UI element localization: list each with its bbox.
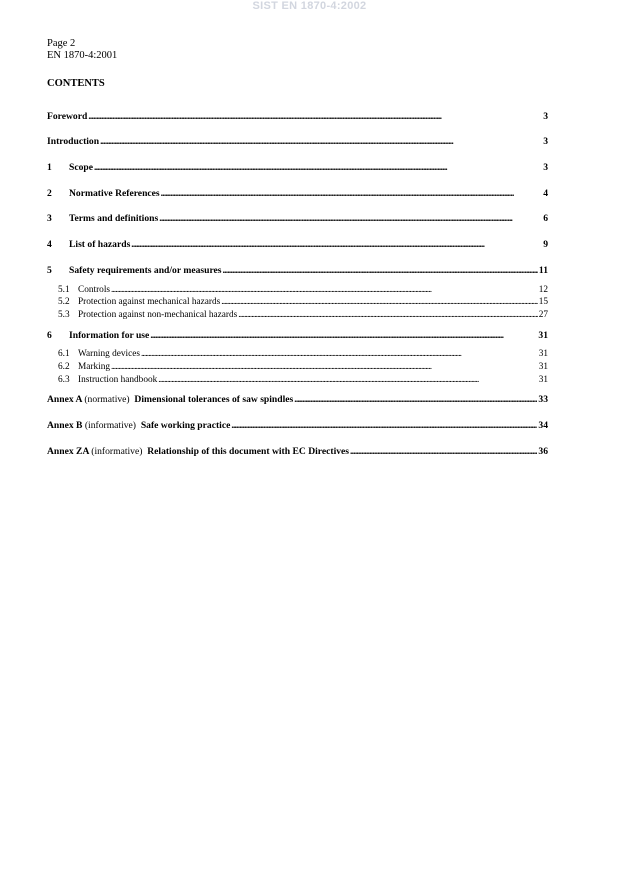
dot-leader: [223, 265, 538, 277]
toc-page-number: 9: [543, 239, 548, 250]
toc-page-number: 6: [543, 213, 548, 224]
toc-section-number: 5.1: [58, 285, 70, 295]
toc-entry-introduction[interactable]: [47, 136, 548, 148]
toc-page-number: 3: [543, 162, 548, 173]
dot-leader: [141, 348, 538, 360]
page-header: [47, 38, 117, 62]
toc-page-number: 34: [538, 420, 548, 431]
dot-leader: [238, 309, 537, 321]
page-label: Page 2: [47, 38, 76, 49]
toc-entry-title: Controls: [78, 285, 111, 295]
dot-leader: [221, 296, 537, 308]
toc-entry-title: List of hazards: [69, 239, 131, 250]
toc-entry-instruction-handbook[interactable]: [58, 374, 548, 386]
document-id: EN 1870-4:2001: [47, 50, 118, 61]
annex-type: (informative): [84, 420, 137, 431]
toc-entry-non-mechanical-hazards[interactable]: [58, 309, 548, 321]
toc-entry-annex-a[interactable]: [47, 394, 548, 406]
toc-entry-title: [47, 446, 349, 458]
toc-entry-normative-references[interactable]: [47, 188, 548, 200]
dot-leader: [150, 330, 537, 342]
toc-entry-annex-b[interactable]: [47, 420, 548, 432]
toc-section-number: 5.3: [58, 310, 70, 320]
dot-leader: [159, 213, 539, 225]
toc-entry-scope[interactable]: [47, 162, 548, 174]
toc-page-number: 31: [538, 349, 548, 359]
toc-section-number: 6.1: [58, 349, 70, 359]
toc-entry-controls[interactable]: [58, 284, 548, 296]
toc-page-number: 11: [538, 265, 548, 276]
dot-leader: [100, 136, 539, 148]
contents-title: CONTENTS: [47, 78, 105, 89]
toc-entry-safety-requirements[interactable]: [47, 265, 548, 277]
toc-entry-foreword[interactable]: [47, 111, 548, 123]
toc-page-number: 31: [538, 362, 548, 372]
toc-entry-title: Warning devices: [78, 349, 140, 359]
watermark: SIST EN 1870-4:2002: [252, 0, 367, 12]
annex-title: Relationship of this document with EC Directives: [147, 446, 350, 457]
toc-entry-terms-and-definitions[interactable]: [47, 213, 548, 225]
toc-section-number: 4: [47, 239, 52, 250]
annex-label: Annex A: [47, 394, 82, 405]
toc-entry-title: Terms and definitions: [69, 213, 159, 224]
toc-entry-title: Instruction handbook: [78, 375, 158, 385]
toc-page-number: 27: [538, 310, 548, 320]
toc-section-number: 5.2: [58, 297, 70, 307]
dot-leader: [161, 188, 539, 200]
dot-leader: [131, 239, 539, 251]
toc-entry-title: Protection against non-mechanical hazards: [78, 310, 238, 320]
toc-section-number: 6.3: [58, 375, 70, 385]
toc-entry-title: Safety requirements and/or measures: [69, 265, 222, 276]
toc-entry-list-of-hazards[interactable]: [47, 239, 548, 251]
toc-page-number: 3: [543, 111, 548, 122]
dot-leader: [88, 111, 539, 123]
toc-entry-title: [47, 394, 293, 406]
toc-entry-title: Introduction: [47, 136, 100, 147]
toc-entry-title: Normative References: [69, 188, 160, 199]
toc-section-number: 2: [47, 188, 52, 199]
toc-section-number: 5: [47, 265, 52, 276]
dot-leader: [231, 420, 537, 432]
toc-section-number: 1: [47, 162, 52, 173]
toc-page-number: 3: [543, 136, 548, 147]
dot-leader: [111, 284, 538, 296]
toc-section-number: 6: [47, 330, 52, 341]
toc-page-number: 4: [543, 188, 548, 199]
dot-leader: [158, 374, 537, 386]
toc-entry-title: Foreword: [47, 111, 88, 122]
annex-label: Annex ZA: [47, 446, 89, 457]
toc-page-number: 36: [538, 446, 548, 457]
toc-page-number: 15: [538, 297, 548, 307]
annex-label: Annex B: [47, 420, 83, 431]
toc-entry-warning-devices[interactable]: [58, 348, 548, 360]
toc-entry-information-for-use[interactable]: [47, 330, 548, 342]
dot-leader: [294, 394, 537, 406]
toc-entry-mechanical-hazards[interactable]: [58, 296, 548, 308]
toc-page-number: 33: [538, 394, 548, 405]
toc-section-number: 3: [47, 213, 52, 224]
dot-leader: [350, 446, 537, 458]
dot-leader: [111, 361, 538, 373]
toc-page-number: 31: [538, 330, 548, 341]
toc-page-number: 12: [538, 285, 548, 295]
annex-type: (informative): [91, 446, 143, 457]
toc-entry-title: Marking: [78, 362, 111, 372]
annex-title: Safe working practice: [140, 420, 231, 431]
toc-section-number: 6.2: [58, 362, 70, 372]
toc-entry-title: [47, 420, 230, 432]
annex-type: (normative): [84, 394, 130, 405]
toc-entry-title: Scope: [69, 162, 93, 173]
annex-title: Dimensional tolerances of saw spindles: [134, 394, 294, 405]
toc-entry-title: Protection against mechanical hazards: [78, 297, 221, 307]
toc-entry-marking[interactable]: [58, 361, 548, 373]
toc-entry-annex-za[interactable]: [47, 446, 548, 458]
dot-leader: [94, 162, 539, 174]
toc-entry-title: Information for use: [69, 330, 150, 341]
toc-page-number: 31: [538, 375, 548, 385]
